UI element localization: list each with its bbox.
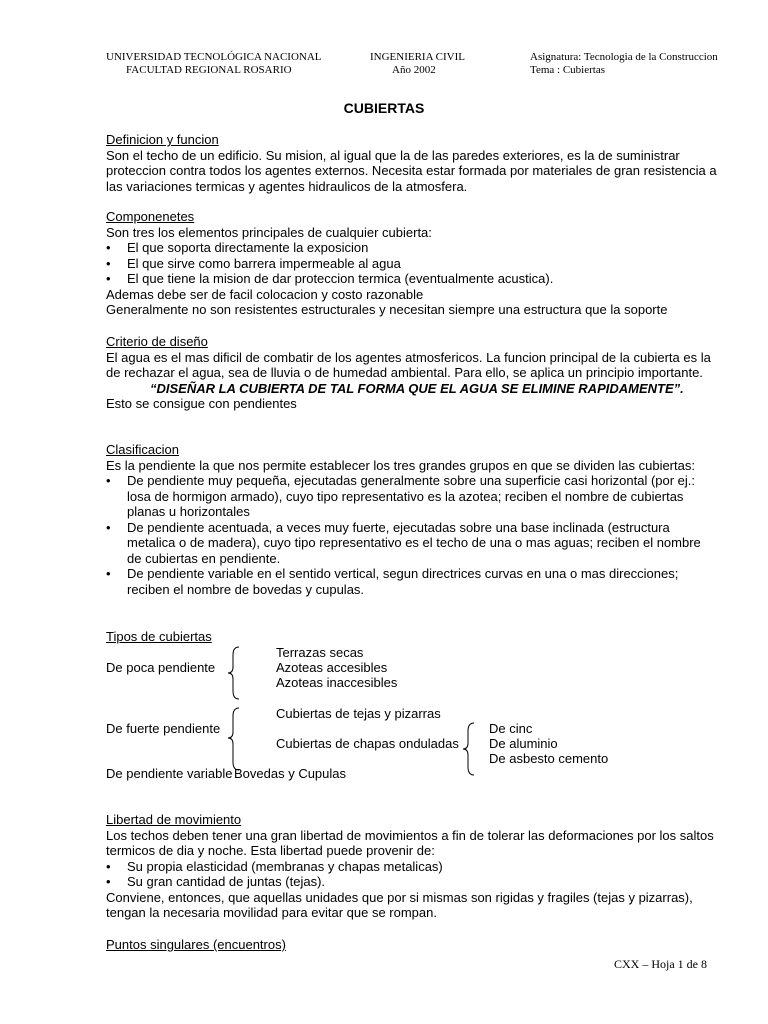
type-label-variable: De pendiente variable [106,766,233,781]
section-heading: Puntos singulares (encuentros) [106,937,286,952]
brace-fuerte [227,706,241,772]
section-puntos [106,937,718,953]
section-heading: Componenetes [106,209,195,224]
list-item: • Su gran cantidad de juntas (tejas). [106,874,718,890]
section-note: Ademas debe ser de facil colocacion y costo razonable [106,286,424,302]
page-footer: CXX – Hoja 1 de 8 [614,957,707,971]
section-componentes [106,209,718,318]
header-career [370,51,465,77]
topic-name: Tema : Cubiertas [530,64,605,76]
section-heading: Criterio de diseño [106,334,208,349]
section-intro: Son tres los elementos principales de cualquier cubierta: [106,224,432,240]
list-item: • El que soporta directamente la exposicion [106,240,718,256]
brace-poca [227,645,241,701]
section-text: Los techos deben tener una gran libertad de movimientos a fin de tolerar las deformaciones por los saltos termicos de dia y noche. Esta libertad puede provenir de: [106,827,714,858]
year: Año 2002 [392,64,436,76]
section-heading: Libertad de movimiento [106,812,242,827]
section-note: Esto se consigue con pendientes [106,396,297,411]
brace-chapas [462,721,476,777]
chapa-item: De aluminio [489,736,558,751]
section-criterio [106,334,718,412]
type-item: Terrazas secas [276,645,364,660]
design-principle-quote: “DISEÑAR LA CUBIERTA DE TAL FORMA QUE EL AGUA SE ELIMINE RAPIDAMENTE”. [150,380,684,396]
section-heading: Clasificacion [106,442,179,457]
section-intro: Es la pendiente la que nos permite establecer los tres grandes grupos en que se dividen las cubiertas: [106,457,695,473]
subject-name: Asignatura: Tecnologia de la Construccion [530,51,718,63]
bullet-list [106,473,718,597]
list-item: • El que tiene la mision de dar proteccion termica (eventualmente acustica). [106,271,718,287]
header-institution [106,51,322,77]
section-note: Conviene, entonces, que aquellas unidades que por si mismas son rigidas y fragiles (tejas y pizarras), tengan la necesaria movilidad para evitar que se rompan. [106,889,693,920]
section-libertad [106,812,718,921]
section-text: Son el techo de un edificio. Su mision, al igual que la de las paredes exteriores, es la de suministrar proteccion contra todos los agentes externos. Necesita estar formada por materiales de gran resistencia a las variaciones termicas y agentes hidraulicos de la atmosfera. [106,147,717,194]
faculty-name: FACULTAD REGIONAL ROSARIO [126,64,292,76]
list-item: • El que sirve como barrera impermeable al agua [106,256,718,272]
section-note: Generalmente no son resistentes estructurales y necesitan siempre una estructura que la soporte [106,302,668,317]
type-label-poca: De poca pendiente [106,660,216,675]
career-name: INGENIERIA CIVIL [370,51,466,63]
section-heading: Definicion y funcion [106,132,219,147]
document-title: CUBIERTAS [343,100,425,116]
bullet-list [106,240,718,287]
section-clasificacion [106,442,718,597]
header-subject [530,51,718,77]
section-definicion [106,132,718,194]
bullet-list [106,859,718,890]
list-item: • De pendiente muy pequeña, ejecutadas generalmente sobre una superficie casi horizontal (por ej.: losa de hormigon armado), cuyo tipo representativo es la azotea; reciben el nombre de cubiertas planas u horizontales [106,473,718,520]
list-item: • Su propia elasticidad (membranas y chapas metalicas) [106,859,718,875]
list-item: • De pendiente acentuada, a veces muy fuerte, ejecutadas sobre una base inclinada (estructura metalica o de madera), cuyo tipo representativo es el techo de una o mas aguas; reciben el nombre de cubiertas en pendiente. [106,520,718,567]
type-label-fuerte: De fuerte pendiente [106,721,221,736]
type-item: Azoteas accesibles [276,660,388,675]
type-item: Cubiertas de tejas y pizarras [276,706,441,721]
type-item: Bovedas y Cupulas [234,766,347,781]
section-heading-tipos: Tipos de cubiertas [106,629,212,644]
list-item: • De pendiente variable en el sentido vertical, segun directrices curvas en una o mas direcciones; reciben el nombre de bovedas y cupulas. [106,566,718,597]
chapa-item: De asbesto cemento [489,751,609,766]
type-item: Azoteas inaccesibles [276,675,398,690]
type-item: Cubiertas de chapas onduladas [276,736,459,751]
university-name: UNIVERSIDAD TECNOLÓGICA NACIONAL [106,51,322,63]
chapa-item: De cinc [489,721,533,736]
section-text: El agua es el mas dificil de combatir de los agentes atmosfericos. La funcion principal de la cubierta es la de rechazar el agua, sea de lluvia o de humedad ambiental. Para ello, se aplica un principio importante. [106,349,711,380]
